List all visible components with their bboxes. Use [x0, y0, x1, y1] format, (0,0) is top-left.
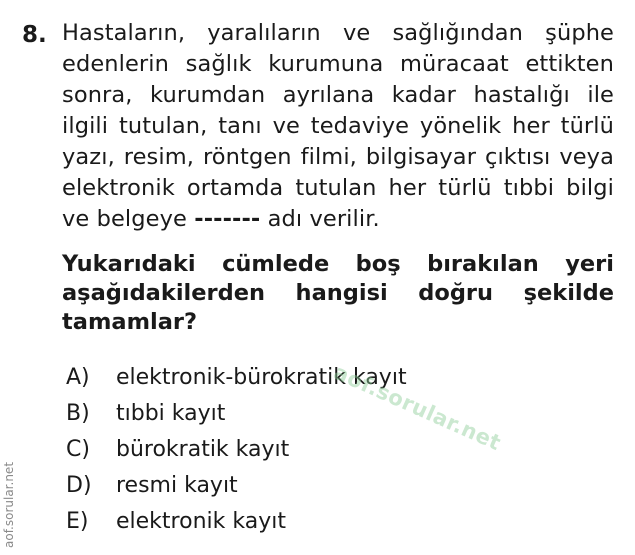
watermark-side: aof.sorular.net	[2, 461, 16, 548]
question-blank: -------	[194, 206, 261, 232]
question-text	[62, 18, 614, 235]
option-letter: C)	[66, 437, 90, 462]
question-number: 8.	[22, 22, 47, 48]
question-text-part-2: adı verilir.	[267, 206, 380, 232]
option-e[interactable]	[66, 504, 407, 540]
option-letter: E)	[66, 509, 89, 534]
watermark-center: aof.sorular.net	[330, 360, 505, 456]
option-letter: A)	[66, 365, 90, 390]
option-text: resmi kayıt	[116, 473, 238, 498]
option-c[interactable]	[66, 432, 407, 468]
option-text: elektronik-bürokratik kayıt	[116, 365, 407, 390]
question-prompt: Yukarıdaki cümlede boş bırakılan yeri aşağıdakilerden hangisi doğru şekilde tamamlar?	[62, 251, 614, 335]
option-letter: D)	[66, 473, 92, 498]
option-d[interactable]	[66, 468, 407, 504]
question-text-part-1: Hastaların, yaralıların ve sağlığından şüphe edenlerin sağlık kurumuna müracaat ettikten sonra, kurumdan ayrılana kadar hastalığı ile ilgili tutulan, tanı ve tedaviye yönelik her türlü yazı, resim, röntgen filmi, bilgisayar çıktısı veya elektronik ortamda tutulan her türlü tıbbi bilgi ve belgeye	[62, 20, 614, 232]
option-b[interactable]	[66, 396, 407, 432]
option-text: tıbbi kayıt	[116, 401, 226, 426]
option-letter: B)	[66, 401, 90, 426]
option-text: bürokratik kayıt	[116, 437, 290, 462]
option-text: elektronik kayıt	[116, 509, 286, 534]
